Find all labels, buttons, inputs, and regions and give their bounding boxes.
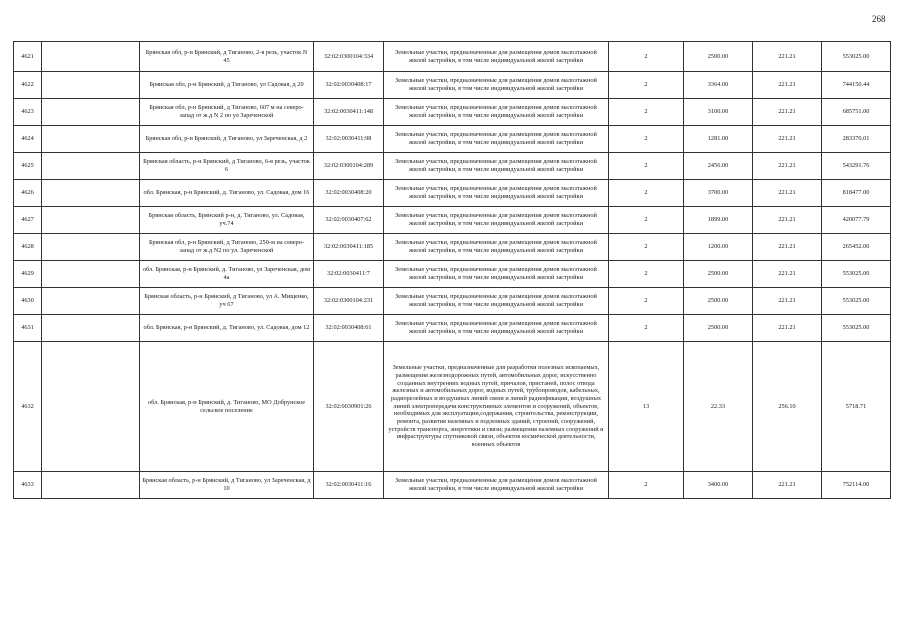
cadastral-value-cell: 752114.00: [822, 472, 891, 499]
table-row: [14, 234, 891, 261]
cadastral-value-cell: 265452.00: [822, 234, 891, 261]
cadastral-value-cell: 553025.00: [822, 315, 891, 342]
cadastral-value-cell: 5718.71: [822, 342, 891, 472]
address-cell: Брянская область, р-н Брянский, д Тиганово, ул Зареченская, д 10: [140, 472, 314, 499]
group-cell: 2: [609, 234, 684, 261]
group-cell: 2: [609, 42, 684, 72]
row-number-cell: 4629: [14, 261, 42, 288]
address-cell: обл. Брянская, р-н Брянский, д. Тиганово, ул. Садовая, дом 16: [140, 180, 314, 207]
specific-value-cell: 221.21: [753, 315, 822, 342]
row-number-cell: 4627: [14, 207, 42, 234]
group-cell: 2: [609, 72, 684, 99]
area-cell: 2500.00: [684, 288, 753, 315]
group-cell: 2: [609, 153, 684, 180]
specific-value-cell: 221.21: [753, 207, 822, 234]
empty-cell: [42, 72, 140, 99]
row-number-cell: 4623: [14, 99, 42, 126]
cadastral-number-cell: 32:02:0030411:148: [314, 99, 384, 126]
row-number-cell: 4628: [14, 234, 42, 261]
area-cell: 1281.00: [684, 126, 753, 153]
land-use-cell: Земельные участки, предназначенные для разработки полезных ископаемых, размещения железнодорожных путей, автомобильных дорог, искусственно созданных внутренних водных путей, причалов, пристаней, полос отвода железных и автомобильных дорог, водных путей, трубопроводов, кабельных, радиорелейных и воздушных линий связи и линий радиофикации, воздушных линий электропередачи конструктивных элементов и сооружений, объектов, необходимых для эксплуатации,содержания, строительства, реконструкции, ремонта, развития наземных и подземных зданий, строений, сооружений, устройств транспорта, энергетики и связи; размещения наземных сооружений и инфраструктуры спутниковой связи, объектов космической деятельности, военных объектов: [384, 342, 609, 472]
table-row: [14, 153, 891, 180]
cadastral-value-cell: 553025.00: [822, 42, 891, 72]
specific-value-cell: 221.21: [753, 288, 822, 315]
group-cell: 2: [609, 315, 684, 342]
address-cell: обл. Брянская, р-н Брянский, д. Тиганово, ул Зареченская, дом 4а: [140, 261, 314, 288]
area-cell: 3400.00: [684, 472, 753, 499]
group-cell: 2: [609, 180, 684, 207]
land-use-cell: Земельные участки, предназначенные для размещения домов малоэтажной жилой застройки, в том числе индивидуальной жилой застройки: [384, 207, 609, 234]
cadastral-number-cell: 32:02:0030901:26: [314, 342, 384, 472]
cadastral-number-cell: 32:02:0030408:17: [314, 72, 384, 99]
table-row: [14, 288, 891, 315]
table-row: [14, 99, 891, 126]
empty-cell: [42, 288, 140, 315]
specific-value-cell: 221.21: [753, 99, 822, 126]
cadastral-number-cell: 32:02:0300104:334: [314, 42, 384, 72]
specific-value-cell: 221.21: [753, 180, 822, 207]
table-row: [14, 261, 891, 288]
land-use-cell: Земельные участки, предназначенные для размещения домов малоэтажной жилой застройки, в том числе индивидуальной жилой застройки: [384, 99, 609, 126]
cadastral-number-cell: 32:02:0030411:16: [314, 472, 384, 499]
empty-cell: [42, 342, 140, 472]
row-number-cell: 4631: [14, 315, 42, 342]
cadastral-value-cell: 553025.00: [822, 261, 891, 288]
area-cell: 1899.00: [684, 207, 753, 234]
land-use-cell: Земельные участки, предназначенные для размещения домов малоэтажной жилой застройки, в том числе индивидуальной жилой застройки: [384, 472, 609, 499]
empty-cell: [42, 153, 140, 180]
land-use-cell: Земельные участки, предназначенные для размещения домов малоэтажной жилой застройки, в том числе индивидуальной жилой застройки: [384, 180, 609, 207]
specific-value-cell: 221.21: [753, 153, 822, 180]
table-row: [14, 342, 891, 472]
table-row: [14, 126, 891, 153]
row-number-cell: 4633: [14, 472, 42, 499]
empty-cell: [42, 315, 140, 342]
cadastral-number-cell: 32:02:0030407:62: [314, 207, 384, 234]
table-row: [14, 180, 891, 207]
table-row: [14, 315, 891, 342]
cadastral-number-cell: 32:02:0030408:61: [314, 315, 384, 342]
specific-value-cell: 221.21: [753, 126, 822, 153]
area-cell: 2500.00: [684, 315, 753, 342]
land-use-cell: Земельные участки, предназначенные для размещения домов малоэтажной жилой застройки, в том числе индивидуальной жилой застройки: [384, 72, 609, 99]
area-cell: 3700.00: [684, 180, 753, 207]
land-use-cell: Земельные участки, предназначенные для размещения домов малоэтажной жилой застройки, в том числе индивидуальной жилой застройки: [384, 234, 609, 261]
cadastral-value-cell: 685751.00: [822, 99, 891, 126]
table-body: [14, 42, 891, 499]
group-cell: 2: [609, 99, 684, 126]
row-number-cell: 4622: [14, 72, 42, 99]
land-use-cell: Земельные участки, предназначенные для размещения домов малоэтажной жилой застройки, в том числе индивидуальной жилой застройки: [384, 315, 609, 342]
row-number-cell: 4630: [14, 288, 42, 315]
cadastral-number-cell: 32:02:0030411:185: [314, 234, 384, 261]
address-cell: Брянская область, р-н Брянский, д Тиганово, 6-я резь, участок 6: [140, 153, 314, 180]
area-cell: 3364.00: [684, 72, 753, 99]
address-cell: Брянская обл, р-н Брянский, д Тиганово, 250-м на северо-запад от ж.д N2 по ул. Зареченской: [140, 234, 314, 261]
specific-value-cell: 221.21: [753, 472, 822, 499]
address-cell: обл. Брянская, р-н Брянский, д. Тиганово, МО Добрунское сельское поселение: [140, 342, 314, 472]
land-use-cell: Земельные участки, предназначенные для размещения домов малоэтажной жилой застройки, в том числе индивидуальной жилой застройки: [384, 126, 609, 153]
row-number-cell: 4621: [14, 42, 42, 72]
group-cell: 2: [609, 472, 684, 499]
area-cell: 3100.00: [684, 99, 753, 126]
group-cell: 2: [609, 126, 684, 153]
cadastral-value-cell: 543291.76: [822, 153, 891, 180]
area-cell: 1200.00: [684, 234, 753, 261]
land-use-cell: Земельные участки, предназначенные для размещения домов малоэтажной жилой застройки, в том числе индивидуальной жилой застройки: [384, 288, 609, 315]
group-cell: 2: [609, 261, 684, 288]
empty-cell: [42, 99, 140, 126]
row-number-cell: 4624: [14, 126, 42, 153]
area-cell: 22.33: [684, 342, 753, 472]
address-cell: обл. Брянская, р-н Брянский, д. Тиганово, ул. Садовая, дом 12: [140, 315, 314, 342]
group-cell: 2: [609, 207, 684, 234]
cadastral-value-cell: 420077.79: [822, 207, 891, 234]
cadastral-value-cell: 744150.44: [822, 72, 891, 99]
specific-value-cell: 221.21: [753, 42, 822, 72]
table-row: [14, 207, 891, 234]
address-cell: Брянская обл, р-н Брянский, д Тиганово, ул Садовая, д 20: [140, 72, 314, 99]
cadastral-value-cell: 283370.01: [822, 126, 891, 153]
cadastral-value-cell: 818477.00: [822, 180, 891, 207]
land-use-cell: Земельные участки, предназначенные для размещения домов малоэтажной жилой застройки, в том числе индивидуальной жилой застройки: [384, 153, 609, 180]
page-number: 268: [872, 14, 886, 24]
land-use-cell: Земельные участки, предназначенные для размещения домов малоэтажной жилой застройки, в том числе индивидуальной жилой застройки: [384, 261, 609, 288]
table-row: [14, 72, 891, 99]
empty-cell: [42, 261, 140, 288]
empty-cell: [42, 234, 140, 261]
address-cell: Брянская обл, р-н Брянский, д Тиганово, 2-я резь, участок N 45: [140, 42, 314, 72]
empty-cell: [42, 126, 140, 153]
specific-value-cell: 221.21: [753, 72, 822, 99]
cadastral-number-cell: 32:02:0030411:98: [314, 126, 384, 153]
cadastral-number-cell: 32:02:0030408:20: [314, 180, 384, 207]
address-cell: Брянская обл, р-н Брянский, д Тиганово, 607 м на северо-запад от ж.д N 2 по ул Зареченской: [140, 99, 314, 126]
area-cell: 2500.00: [684, 42, 753, 72]
empty-cell: [42, 42, 140, 72]
cadastral-number-cell: 32:02:0300104:231: [314, 288, 384, 315]
empty-cell: [42, 472, 140, 499]
specific-value-cell: 221.21: [753, 261, 822, 288]
table-row: [14, 42, 891, 72]
address-cell: Брянская обл, р-н Брянский, д Тиганово, ул Зареченская, д 2: [140, 126, 314, 153]
cadastral-number-cell: 32:02:0030411:7: [314, 261, 384, 288]
specific-value-cell: 256.10: [753, 342, 822, 472]
group-cell: 2: [609, 288, 684, 315]
empty-cell: [42, 180, 140, 207]
empty-cell: [42, 207, 140, 234]
address-cell: Брянская область, р-н Брянский, д Тиганово, ул А. Мищенко, уч 67: [140, 288, 314, 315]
land-use-cell: Земельные участки, предназначенные для размещения домов малоэтажной жилой застройки, в том числе индивидуальной жилой застройки: [384, 42, 609, 72]
cadastral-value-cell: 553025.00: [822, 288, 891, 315]
area-cell: 2500.00: [684, 261, 753, 288]
area-cell: 2456.00: [684, 153, 753, 180]
specific-value-cell: 221.21: [753, 234, 822, 261]
group-cell: 13: [609, 342, 684, 472]
cadastral-value-table: [13, 41, 891, 499]
row-number-cell: 4626: [14, 180, 42, 207]
row-number-cell: 4632: [14, 342, 42, 472]
cadastral-number-cell: 32:02:0300104:289: [314, 153, 384, 180]
address-cell: Брянская область, Брянский р-н, д. Тиганово, ул. Садовая, уч.74: [140, 207, 314, 234]
row-number-cell: 4625: [14, 153, 42, 180]
table-row: [14, 472, 891, 499]
